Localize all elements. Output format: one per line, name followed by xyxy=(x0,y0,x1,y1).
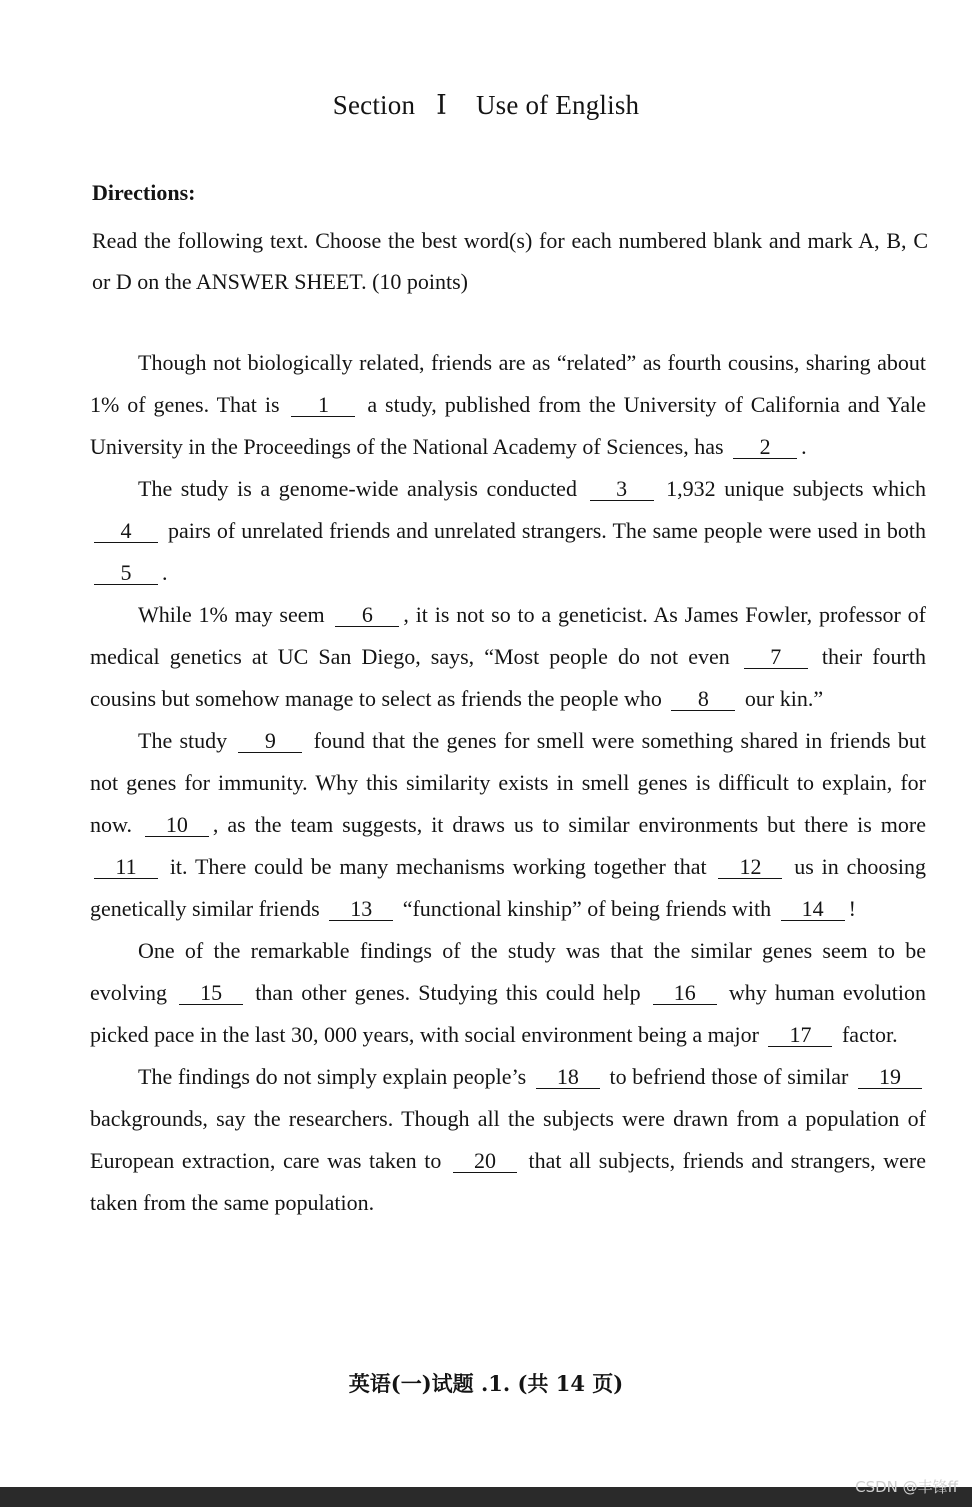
passage-text: . xyxy=(162,560,168,585)
passage-text: One of the remarkable findings of the study was that the similar genes seem to be evolving xyxy=(90,938,926,1005)
passage-text: backgrounds, say the researchers. Though all the subjects were drawn from a population of European extraction, care was taken to xyxy=(90,1106,926,1173)
blank-2: 2 xyxy=(733,436,797,459)
blank-8: 8 xyxy=(671,688,735,711)
blank-17: 17 xyxy=(768,1024,832,1047)
blank-19: 19 xyxy=(858,1066,922,1089)
directions-heading: Directions: xyxy=(92,180,196,205)
section-title xyxy=(0,90,972,121)
passage-text: found that the genes for smell were something shared in friends but not genes for immunity. Why this similarity exists in smell genes is difficult to explain, for now. xyxy=(90,728,926,837)
section-name: Use of English xyxy=(475,90,640,120)
passage-text: Though not biologically related, friends are as “related” as fourth cousins, sharing about 1% of genes. That is xyxy=(90,350,926,417)
blank-12: 12 xyxy=(718,856,782,879)
passage-text: their fourth cousins but somehow manage to select as friends the people who xyxy=(90,644,926,711)
passage-text: it. There could be many mechanisms working together that xyxy=(162,854,715,879)
blank-20: 20 xyxy=(453,1150,517,1173)
passage-text: to befriend those of similar xyxy=(603,1064,854,1089)
passage-text: a study, published from the University of California and Yale University in the Proceedings of the National Academy of Sciences, has xyxy=(90,392,926,459)
bottom-bar xyxy=(0,1487,972,1507)
blank-13: 13 xyxy=(329,898,393,921)
passage-text: The findings do not simply explain people’s xyxy=(138,1064,532,1089)
passage-text: . xyxy=(801,434,807,459)
passage-text: than other genes. Studying this could help xyxy=(247,980,649,1005)
blank-5: 5 xyxy=(94,562,158,585)
paragraph-4 xyxy=(90,720,926,930)
passage-text: pairs of unrelated friends and unrelated strangers. The same people were used in both xyxy=(162,518,926,543)
page-footer: 英语(一)试题 .1. (共 14 页) xyxy=(348,1371,624,1396)
directions-text: Read the following text. Choose the best word(s) for each numbered blank and mark A, B, C or D on the ANSWER SHEET. (10 points) xyxy=(92,228,928,294)
passage-text: factor. xyxy=(836,1022,898,1047)
passage-text: why human evolution picked pace in the last 30, 000 years, with social environment being a major xyxy=(90,980,926,1047)
blank-16: 16 xyxy=(653,982,717,1005)
passage-text: our kin.” xyxy=(739,686,824,711)
passage-text: that all subjects, friends and strangers, were taken from the same population. xyxy=(90,1148,926,1215)
paragraph-2 xyxy=(90,468,926,594)
passage-text: , it is not so to a geneticist. As James Fowler, professor of medical genetics at UC San Diego, says, “Most people do not even xyxy=(90,602,926,669)
paragraph-3 xyxy=(90,594,926,720)
passage-text: “functional kinship” of being friends with xyxy=(397,896,777,921)
blank-9: 9 xyxy=(238,730,302,753)
paragraph-5 xyxy=(90,930,926,1056)
paragraph-6 xyxy=(90,1056,926,1224)
blank-4: 4 xyxy=(94,520,158,543)
blank-7: 7 xyxy=(744,646,808,669)
blank-14: 14 xyxy=(781,898,845,921)
blank-15: 15 xyxy=(179,982,243,1005)
blank-1: 1 xyxy=(291,394,355,417)
passage-text: The study xyxy=(138,728,235,753)
blank-3: 3 xyxy=(590,478,654,501)
section-numeral: Ⅰ xyxy=(436,90,447,120)
passage-text: While 1% may seem xyxy=(138,602,332,627)
passage-text: , as the team suggests, it draws us to similar environments but there is more xyxy=(212,812,926,837)
passage-text: The study is a genome-wide analysis conducted xyxy=(138,476,586,501)
watermark: CSDN @丰锋ff xyxy=(855,1478,958,1496)
blank-18: 18 xyxy=(536,1066,600,1089)
blank-6: 6 xyxy=(335,604,399,627)
blank-10: 10 xyxy=(145,814,209,837)
passage-text: ! xyxy=(848,896,856,921)
section-label: Section xyxy=(332,90,416,120)
paragraph-1 xyxy=(90,342,926,468)
passage-text: us in choosing genetically similar friends xyxy=(90,854,926,921)
passage-text: 1,932 unique subjects which xyxy=(657,476,926,501)
cloze-passage xyxy=(90,342,926,1224)
blank-11: 11 xyxy=(94,856,158,879)
